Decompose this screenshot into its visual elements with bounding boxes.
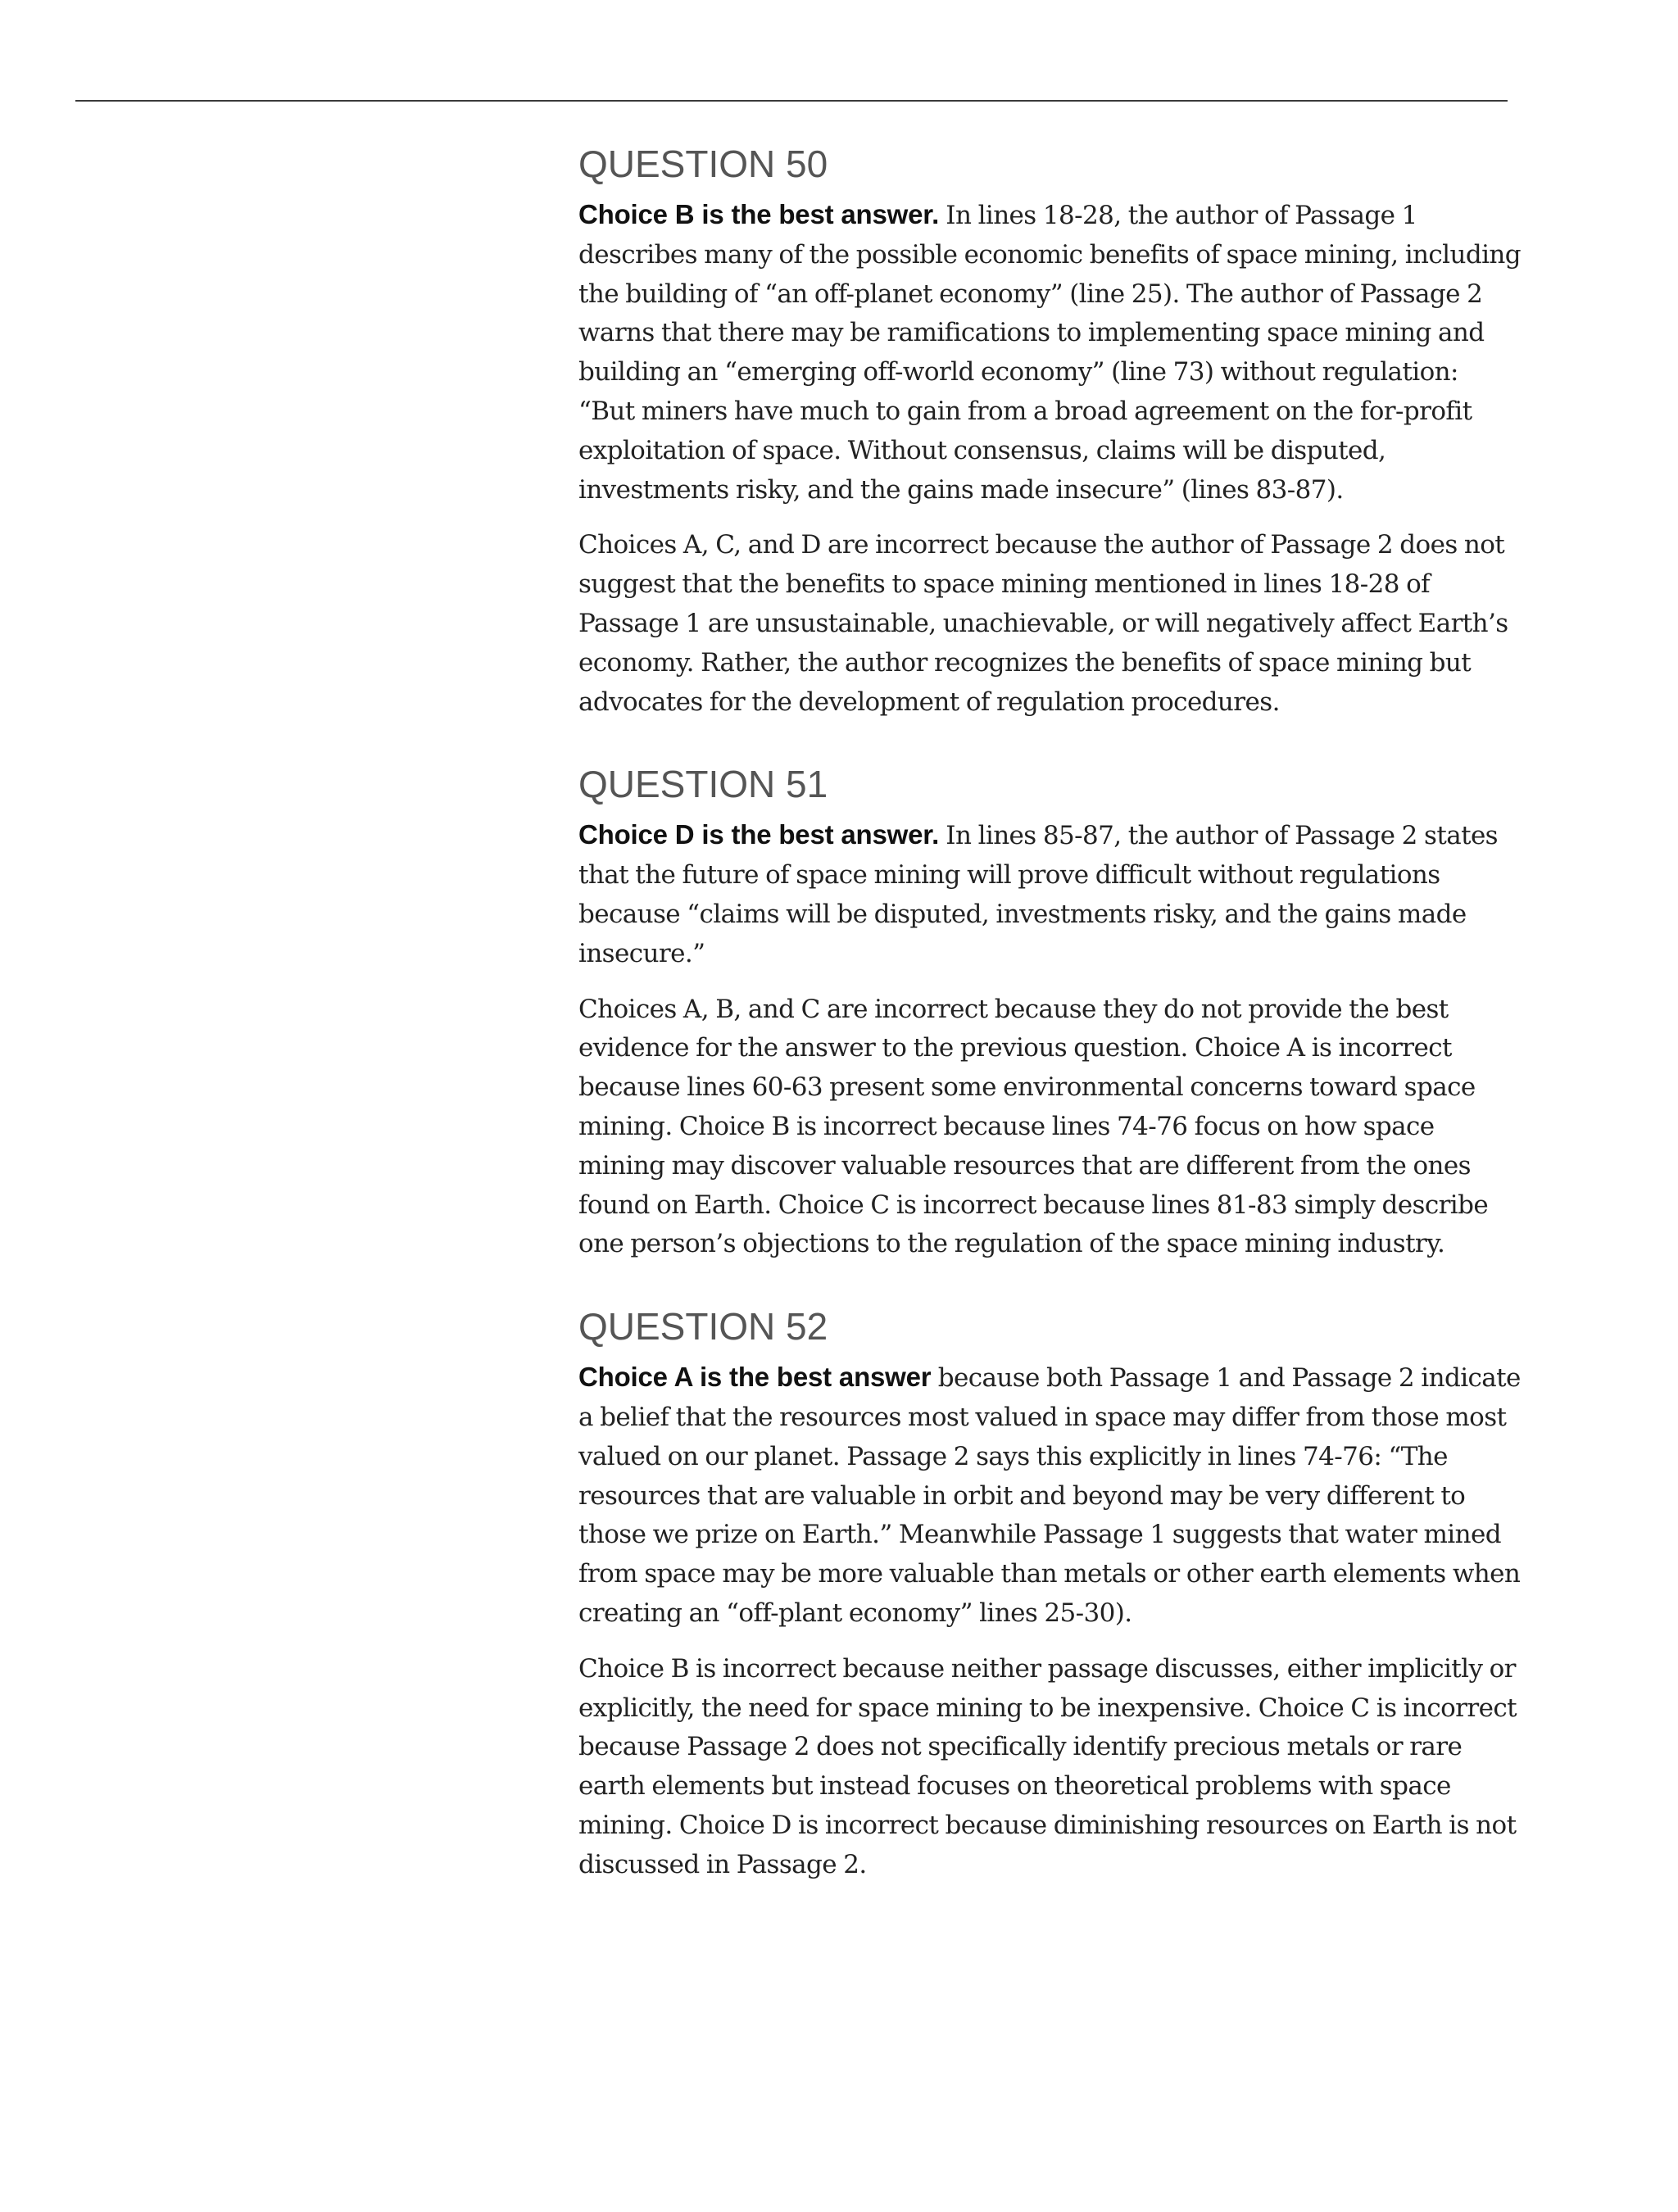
explanation-paragraph: Choices A, B, and C are incorrect because they do not provide the best evidence for the answer to the previous question. Choice A is incorrect because lines 60-63 present some environmental concerns toward space mining. Choice B is incorrect because lines 74-76 focus on how space mining may discover valuable resources that are different from the ones found on Earth. Choice C is incorrect because lines 81-83 simply describe one person’s objections to the regulation of the space mining industry. bbox=[578, 994, 1489, 1259]
best-answer-lead: Choice D is the best answer. bbox=[578, 819, 940, 850]
answer-text: In lines 85-87, the author of Passage 2 states that the future of space mining will prove difficult without regulations because “claims will be disputed, investments risky, and the gains made insecure.” bbox=[578, 821, 1498, 968]
answer-text: In lines 18-28, the author of Passage 1 describes many of the possible economic benefits of space mining, including the building of “an off-planet economy” (line 25). The author of Passage 2 warns that there may be ramifications to implementing space mining and building an “emerging off-world economy” (line 73) without regulation: “But miners have much to gain from a broad agreement on the for-profit exploitation of space. Without consensus, claims will be disputed, investments risky, and the gains made insecure” (lines 83-87). bbox=[578, 201, 1521, 505]
header-rule bbox=[75, 100, 1508, 102]
best-answer-lead: Choice B is the best answer. bbox=[578, 199, 940, 229]
best-answer-lead: Choice A is the best answer bbox=[578, 1362, 932, 1393]
explanation-paragraph: Choice B is incorrect because neither passage discusses, either implicitly or explicitly, the need for space mining to be inexpensive. Choice C is incorrect because Passage 2 does not specifically identify precious metals or rare earth elements but instead focuses on theoretical problems with space mining. Choice D is incorrect because diminishing resources on Earth is not discussed in Passage 2. bbox=[578, 1653, 1517, 1879]
answer-text: because both Passage 1 and Passage 2 indicate a belief that the resources most valued in space may differ from those most valued on our planet. Passage 2 says this explicitly in lines 74-76: “The resources that are valuable in orbit and beyond may be very different to those we prize on Earth.” Meanwhile Passage 1 suggests that water mined from space may be more valuable than metals or other earth elements when creating an “off-plant economy” lines 25-30). bbox=[578, 1363, 1521, 1628]
question-52 bbox=[578, 1302, 1521, 1884]
answer-paragraph bbox=[578, 1358, 1521, 1634]
answer-paragraph bbox=[578, 195, 1521, 510]
question-heading: QUESTION 52 bbox=[578, 1305, 828, 1349]
question-heading: QUESTION 51 bbox=[578, 763, 828, 806]
question-51 bbox=[578, 759, 1521, 1264]
question-heading: QUESTION 50 bbox=[578, 143, 828, 185]
answer-explanations bbox=[578, 139, 1521, 1922]
question-50 bbox=[578, 139, 1521, 722]
explanation-paragraph: Choices A, C, and D are incorrect because the author of Passage 2 does not suggest that the benefits to space mining mentioned in lines 18-28 of Passage 1 are unsustainable, unachievable, or will negatively affect Earth’s economy. Rather, the author recognizes the benefits of space mining but advocates for the development of regulation procedures. bbox=[578, 530, 1508, 717]
answer-paragraph bbox=[578, 815, 1521, 973]
